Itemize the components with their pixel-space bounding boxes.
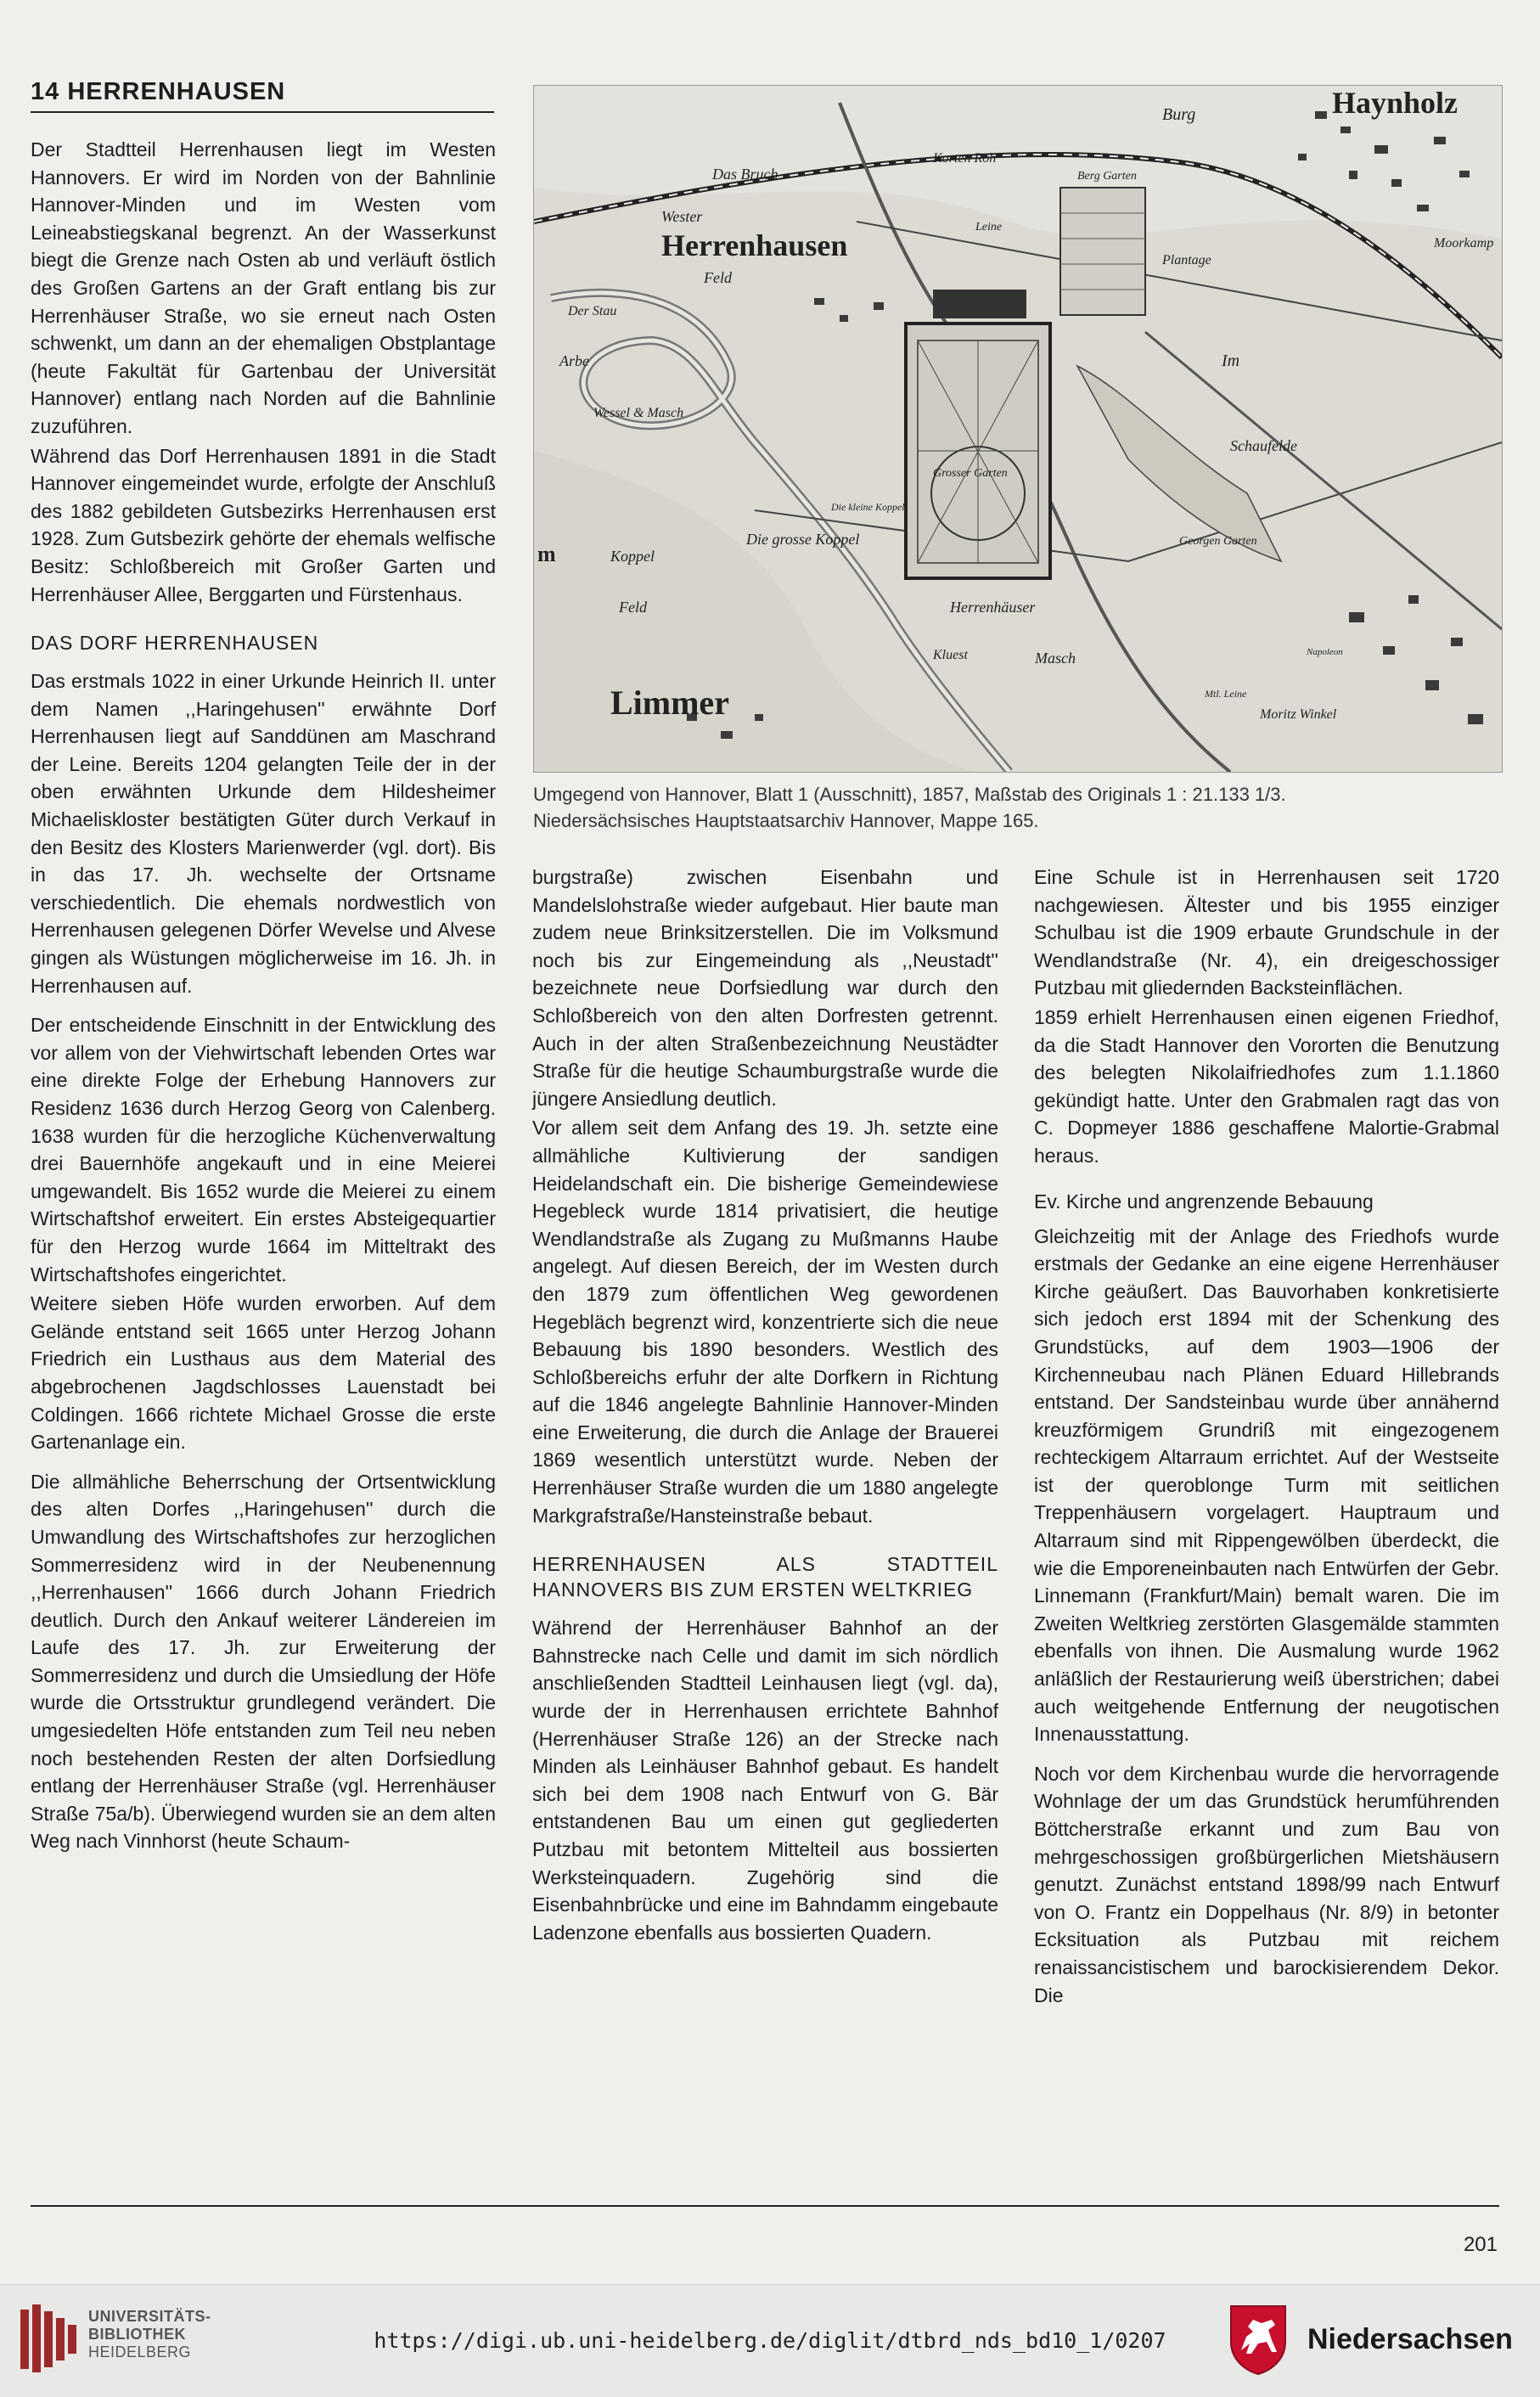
niedersachsen-crest-icon[interactable] xyxy=(1228,2303,1289,2376)
map-label: Die kleine Koppel xyxy=(831,501,905,513)
text-column-2 xyxy=(532,864,998,1946)
map-label: Im xyxy=(1222,352,1240,370)
paragraph: Vor allem seit dem Anfang des 19. Jh. setzte eine allmähliche Kultivierung der sandigen Heidelandschaft ein. Die bisherige Gemeindewiese Hegebleck wurde 1814 privatisiert, die heutige Wendlandstraße als Zugang zu Mußmanns Haube angelegt. Auf diesen Bereich, der im Westen durch den 1879 zum öffentlichen Weg gewordenen Hegebläch begrenzt wird, konzentrierte sich die neue Bebauung bis 1890 besonders. Westlich des Schloßbereichs erfuhr der alte Dorfkern in Richtung auf die 1846 angelegte Bahnlinie Hannover-Minden eine Erweiterung, die durch die Anlage der Brauerei 1869 wesentlich unterstützt wurde. Neben der Herrenhäuser Straße wurden die um 1880 angelegte Markgrafstraße/Hansteinstraße bebaut. xyxy=(532,1117,998,1527)
library-name-line: UNIVERSITÄTS- xyxy=(88,2308,211,2325)
map-label: Limmer xyxy=(610,684,729,722)
map-label: Grosser Garten xyxy=(933,467,1008,480)
map-label: Moorkamp xyxy=(1434,236,1494,250)
map-label: Der Stau xyxy=(568,304,617,318)
paragraph: Weitere sieben Höfe wurden erworben. Auf dem Gelände entstand seit 1665 unter Herzog Johann Friedrich ein Lusthaus aus dem Material des abgebrochenen Jagdschlosses Lauenstadt bei Coldingen. 1666 richtete Michael Grosse die erste Gartenanlage ein. xyxy=(31,1292,496,1454)
map-label: Feld xyxy=(704,269,732,286)
subsection-heading: Ev. Kirche und angrenzende Bebauung xyxy=(1034,1190,1374,1213)
paragraph: Während das Dorf Herrenhausen 1891 in die Stadt Hannover eingemeindet wurde, erfolgte der Anschluß des 1882 gebildeten Gutsbezirks Herrenhausen erst 1928. Zum Gutsbezirk gehörte der ehemals welfische Besitz: Schloßbereich mit Großer Garten und Herrenhäuser Allee, Berggarten und Fürstenhaus. xyxy=(31,444,496,605)
text-column-1 xyxy=(31,136,496,1855)
map-label: Haynholz xyxy=(1332,86,1459,120)
map-label: Leine xyxy=(975,221,1003,234)
map-label: Georgen Garten xyxy=(1179,535,1257,548)
caption-line: Umgegend von Hannover, Blatt 1 (Ausschnitt), 1857, Maßstab des Originals 1 : 21.133 1/3. xyxy=(533,784,1286,805)
paragraph: burgstraße) zwischen Eisenbahn und Mandelslohstraße wieder aufgebaut. Hier baute man zudem neue Brinksitzerstellen. Die im Volksmund noch bis zur Eingemeindung als ,,Neustadt'' bezeichnete neue Dorfsiedlung war durch den Schloßbereich von den alten Dorfresten getrennt. Auch in der alten Straßenbezeichnung Neustädter Straße für die heutige Schaumburgstraße wurde die jüngere Ansiedlung deutlich. xyxy=(532,866,998,1110)
map-label: Korten Roh xyxy=(933,151,997,166)
historic-map xyxy=(533,85,1503,773)
caption-line: Niedersächsisches Hauptstaatsarchiv Hannover, Mappe 165. xyxy=(533,810,1039,831)
map-label: Moritz Winkel xyxy=(1260,707,1337,722)
map-label: Masch xyxy=(1035,650,1076,667)
paragraph: Während der Herrenhäuser Bahnhof an der Bahnstrecke nach Celle und damit im sich nördlich anschließenden Stadtteil Leinhausen liegt (vgl. da), wurde der in Herrenhausen errichtete Bahnhof (Herrenhäuser Straße 126) an der Strecke nach Minden als Leinhäuser Bahnhof gebaut. Es handelt sich bei dem 1908 nach Entwurf von G. Bär entstandenen Bau um einen gut gegliederten Putzbau mit betontem Mittelteil aus bossierten Werksteinquadern. Zugehörig sind die Eisenbahnbrücke und eine im Bahndamm eingebaute Ladenzone ebenfalls aus bossierten Quadern. xyxy=(532,1617,998,1944)
map-label: Arbe xyxy=(559,352,589,369)
map-label: Herrenhäuser xyxy=(950,599,1036,616)
map-label: Napoleon xyxy=(1307,647,1343,657)
map-label: m xyxy=(537,542,556,566)
map-label: Schaufelde xyxy=(1230,437,1297,454)
section-heading: DAS DORF HERRENHAUSEN xyxy=(31,632,319,655)
section-heading: HERRENHAUSEN ALS STADTTEIL HANNOVERS BIS ZUM ERSTEN WELTKRIEG xyxy=(532,1553,998,1601)
library-name-line: HEIDELBERG xyxy=(88,2344,192,2360)
map-label: Herrenhausen xyxy=(661,228,848,262)
chapter-heading: 14 HERRENHAUSEN xyxy=(31,78,494,113)
page-number: 201 xyxy=(1463,2233,1498,2256)
map-label: Berg Garten xyxy=(1077,170,1137,183)
paragraph: Das erstmals 1022 in einer Urkunde Heinrich II. unter dem Namen ,,Haringehusen'' erwähnte Dorf Herrenhausen liegt auf Sanddünen am Maschrand der Leine. Bereits 1204 gelangten Teile der in der oben erwähnten Urkunde dem Hildesheimer Michaeliskloster bestätigten Güter durch Verkauf in den Besitz des Klosters Marienwerder (vgl. dort). Bis in das 17. Jh. wechselte der Ortsname verschiedentlich. Die ehemals nordwestlich von Herrenhausen gelegenen Dörfer Wevelse und Alvese gingen als Wüstungen möglicherweise im 16. Jh. in Herrenhausen auf. xyxy=(31,670,496,997)
paragraph: Gleichzeitig mit der Anlage des Friedhofs wurde erstmals der Gedanke an eine eigene Herrenhäuser Kirche geäußert. Das Bauvorhaben konkretisierte sich jedoch erst 1894 mit der Schenkung des Grundstücks, auf dem 1903—1906 der Kirchenneubau nach Plänen Eduard Hillebrands entstand. Der Sandsteinbau wurde über annähernd kreuzförmigem Grundriß mit eingezogenem rechteckigem Altarraum errichtet. Auf der Westseite ist der queroblonge Turm mit seitlichen Treppenhäusern vorgelagert. Hauptraum und Altarraum sind mit Rippengewölben überdeckt, die wie die Emporeneinbauten nach Entwürfen der Gebr. Linnemann (Frankfurt/Main) bemalt waren. Die im Zweiten Weltkrieg zerstörten Glasgemälde stammten ebenfalls von ihnen. Die Ausmalung wurde 1962 anläßlich der Restaurierung weiß überstrichen; dabei auch weitgehende Entfernung der neugotischen Innenausstattung. xyxy=(1034,1224,1499,1746)
map-caption xyxy=(533,781,1501,834)
library-name-line: BIBLIOTHEK xyxy=(88,2326,186,2343)
map-label: Wessel & Masch xyxy=(593,406,684,420)
map-label: Burg xyxy=(1162,105,1196,124)
map-label: Die grosse Koppel xyxy=(746,531,860,548)
map-drawing xyxy=(534,86,1502,772)
document-url[interactable]: https://digi.ub.uni-heidelberg.de/diglit/dtbrd_nds_bd10_1/0207 xyxy=(374,2328,1166,2353)
map-label: Feld xyxy=(619,599,647,616)
paragraph: Der Stadtteil Herrenhausen liegt im Westen Hannovers. Er wird im Norden von der Bahnlinie Hannover-Minden und im Westen vom Leineabstiegskanal begrenzt. An der Wasserkunst biegt die Grenze nach Osten ab und verläuft östlich des Großen Gartens an der Graft entlang bis zur Herrenhäuser Straße, wo sie erneut nach Osten schwenkt, um dann an der ehemaligen Obstplantage (heute Fakultät für Gartenbau der Universität Hannover) entlang nach Norden auf die Bahnlinie zuzuführen. xyxy=(31,138,496,437)
paragraph: Die allmähliche Beherrschung der Ortsentwicklung des alten Dorfes ,,Haringehusen'' durch die Umwandlung des Wirtschaftshofes zur herzoglichen Sommerresidenz wird in der Neubenennung ,,Herrenhausen'' 1666 durch Johann Friedrich deutlich. Durch den Ankauf weiterer Ländereien im Laufe des 17. Jh. zur Erweiterung der Sommerresidenz und durch die Umsiedlung der Höfe wurde die Ortsstruktur grundlegend verändert. Die umgesiedelten Höfe entstanden zum Teil neu neben noch bestehenden Resten der alten Dorfsiedlung entlang der Herrenhäuser Straße (vgl. Herrenhäuser Straße 75a/b). Überwiegend wurden sie an dem alten Weg nach Vinnhorst (heute Schaum- xyxy=(31,1470,496,1853)
paragraph: 1859 erhielt Herrenhausen einen eigenen Friedhof, da die Stadt Hannover den Vororten die Benutzung des belegten Nikolaifriedhofes zum 1.1.1860 gekündigt hatte. Unter den Grabmalen ragt das von C. Dopmeyer 1886 geschaffene Malortie-Grabmal heraus. xyxy=(1034,1005,1499,1167)
footer-rule xyxy=(31,2205,1499,2207)
map-label: Das Bruch xyxy=(712,166,778,183)
paragraph: Der entscheidende Einschnitt in der Entwicklung des vor allem von der Viehwirtschaft lebenden Ortes war eine direkte Folge der Erhebung Hannovers zur Residenz 1636 durch Herzog Georg von Calenberg. 1638 wurden für die herzogliche Küchenverwaltung drei Bauernhöfe angekauft und in eine Meierei umgewandelt. Bis 1652 wurde die Meierei zu einem Wirtschaftshof erweitert. Ein erstes Absteigequartier für den Herzog wurde 1664 im Mitteltrakt des Wirtschaftshofes eingerichtet. xyxy=(31,1014,496,1286)
state-name[interactable]: Niedersachsen xyxy=(1307,2323,1513,2355)
map-label: Kluest xyxy=(933,648,968,662)
map-label: Mtl. Leine xyxy=(1205,688,1247,700)
text-column-3 xyxy=(1034,864,1499,2009)
map-label: Koppel xyxy=(610,548,655,565)
map-label: Plantage xyxy=(1162,253,1211,267)
paragraph: Noch vor dem Kirchenbau wurde die hervorragende Wohnlage der um das Grundstück herumführenden Böttcherstraße erkannt und zum Bau von mehrgeschossigen großbürgerlichen Mietshäusern genutzt. Zunächst entstand 1898/99 nach Entwurf von O. Frantz ein Doppelhaus (Nr. 8/9) in betonter Ecksituation als Putzbau mit reichem renaissancistischem und barockisierendem Dekor. Die xyxy=(1034,1762,1499,2006)
paragraph: Eine Schule ist in Herrenhausen seit 1720 nachgewiesen. Ältester und bis 1955 einziger Schulbau ist die 1909 erbaute Grundschule in der Wendlandstraße (Nr. 4), ein dreigeschossiger Putzbau mit gliedernden Backsteinflächen. xyxy=(1034,866,1499,999)
map-label: Wester xyxy=(661,208,703,225)
